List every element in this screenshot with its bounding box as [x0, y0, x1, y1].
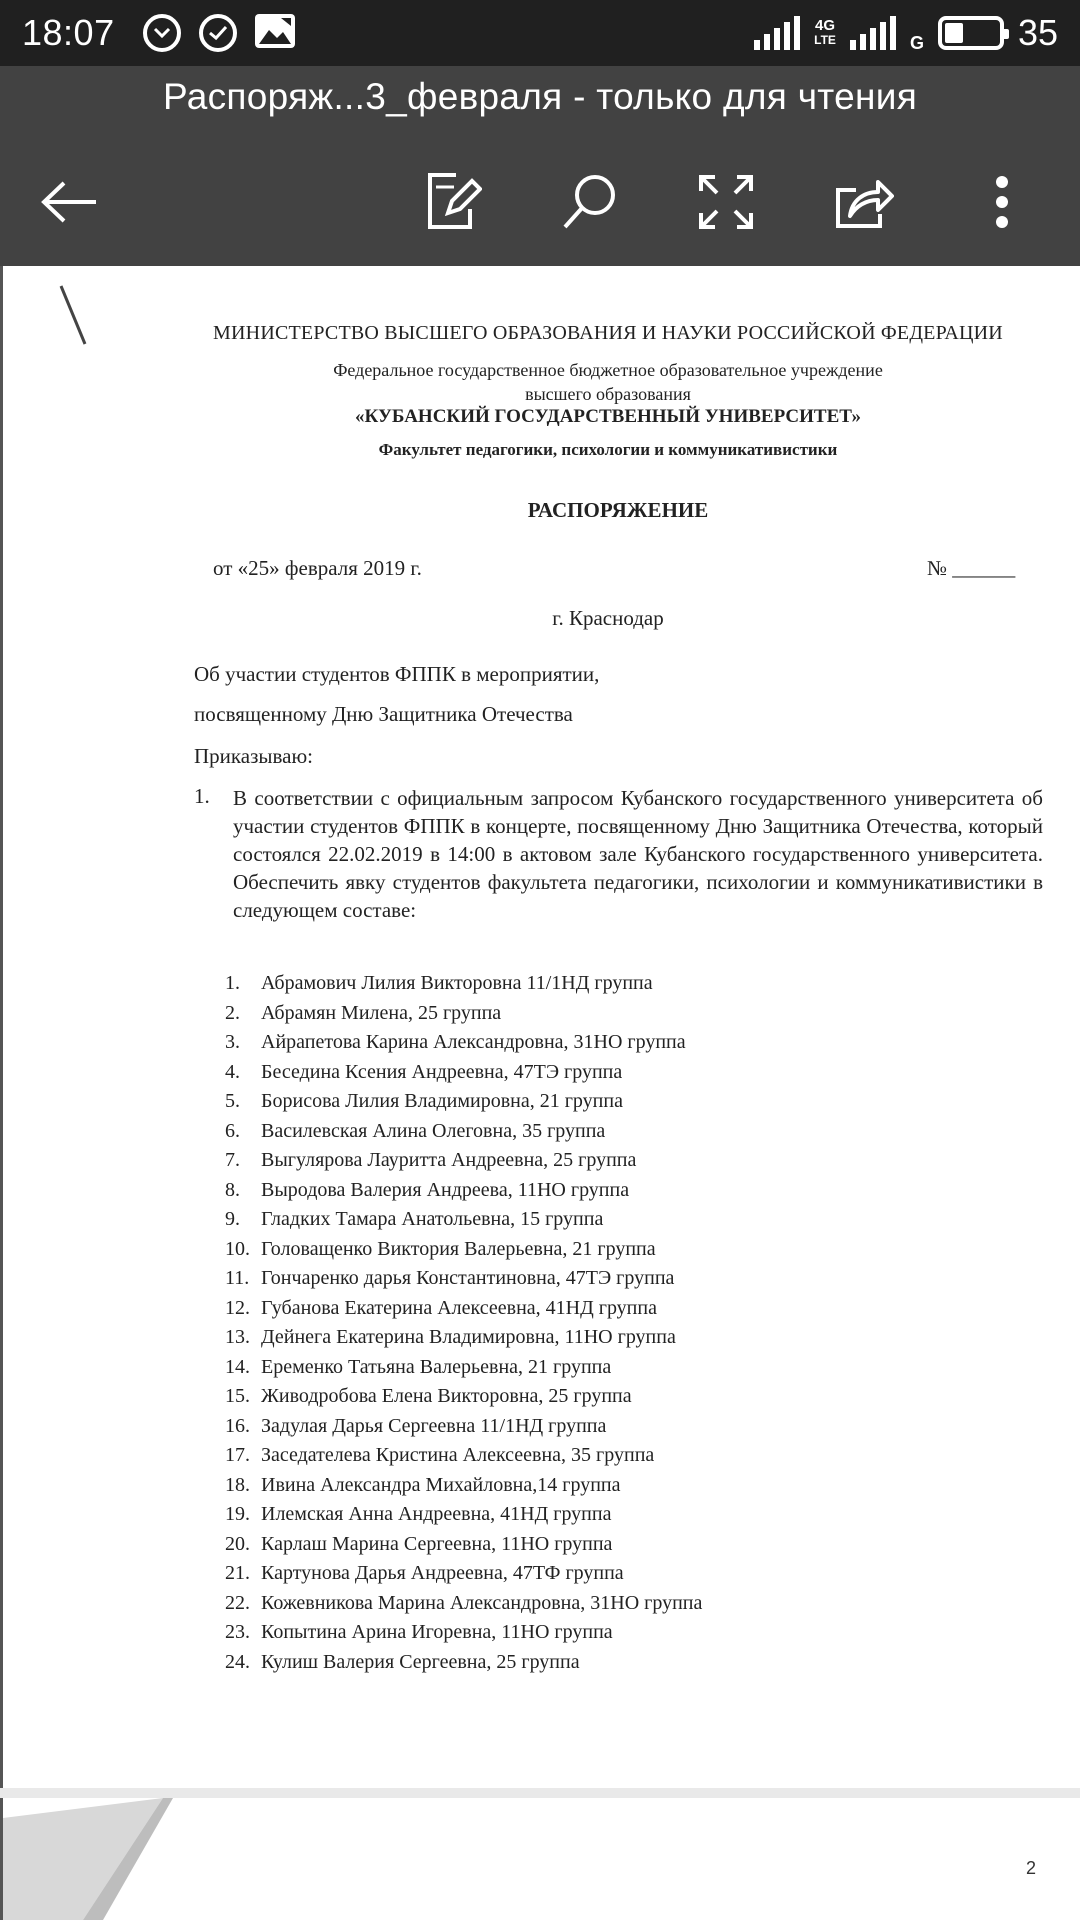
- student-number: 24.: [225, 1650, 250, 1673]
- student-list-item: [225, 1061, 702, 1091]
- subject-line-2: посвященному Дню Защитника Отечества: [194, 702, 573, 726]
- student-number: 2.: [225, 1001, 240, 1024]
- student-number: 20.: [225, 1532, 250, 1555]
- student-list-item: [225, 1090, 702, 1120]
- student-name: Абрамович Лилия Викторовна 11/1НД группа: [261, 972, 653, 994]
- student-name: Гладких Тамара Анатольевна, 15 группа: [261, 1208, 604, 1230]
- student-number: 1.: [225, 972, 240, 994]
- student-number: 9.: [225, 1208, 240, 1230]
- student-list-item: [225, 1031, 702, 1061]
- student-number: 22.: [225, 1591, 250, 1614]
- student-name: Головащенко Виктория Валерьевна, 21 группа: [261, 1237, 656, 1260]
- student-name: Еременко Татьяна Валерьевна, 21 группа: [261, 1355, 612, 1378]
- student-number: 17.: [225, 1444, 250, 1466]
- student-list-item: [225, 1002, 702, 1032]
- document-title: Распоряж...3_февраля - только для чтения: [162, 76, 918, 117]
- subject-line-1: Об участии студентов ФППК в мероприятии,: [194, 662, 600, 686]
- page-fold-icon: [3, 1798, 173, 1920]
- student-name: Гончаренко дарья Константиновна, 47ТЭ группа: [261, 1267, 675, 1289]
- download-circle-icon: [143, 14, 181, 52]
- student-list-item: [225, 1297, 702, 1327]
- check-circle-icon: [199, 14, 237, 52]
- back-button[interactable]: [30, 162, 110, 242]
- student-name: Илемская Анна Андреевна, 41НД группа: [261, 1503, 612, 1525]
- student-name: Губанова Екатерина Алексеевна, 41НД группа: [261, 1296, 657, 1319]
- app-header: [0, 66, 1080, 266]
- student-name: Борисова Лилия Владимировна, 21 группа: [261, 1090, 623, 1112]
- order-number: № ______: [927, 556, 1016, 580]
- student-name: Айрапетова Карина Александровна, 31НО группа: [261, 1031, 686, 1053]
- share-button[interactable]: [824, 162, 904, 242]
- student-number: 6.: [225, 1119, 240, 1142]
- back-arrow-icon: [40, 180, 100, 224]
- student-list-item: [225, 1474, 702, 1504]
- student-number: 16.: [225, 1414, 250, 1437]
- student-number: 4.: [225, 1060, 240, 1083]
- student-name: Заседателева Кристина Алексеевна, 35 группа: [261, 1444, 655, 1466]
- student-list-item: [225, 1238, 702, 1268]
- edit-document-icon: [426, 173, 482, 231]
- student-name: Выгулярова Лауритта Андреевна, 25 группа: [261, 1149, 637, 1171]
- student-name: Задулая Дарья Сергеевна 11/1НД группа: [261, 1414, 607, 1437]
- network-g-label: G: [909, 33, 924, 53]
- student-list-item: [225, 1621, 702, 1651]
- student-list-item: [225, 1503, 702, 1533]
- item-1-number: 1.: [194, 784, 210, 808]
- battery-percent: 35: [1017, 12, 1058, 53]
- student-list-item: [225, 1149, 702, 1179]
- signal-icon: [850, 16, 896, 50]
- document-page-2[interactable]: [0, 1798, 1080, 1920]
- status-bar: [0, 0, 1080, 66]
- battery-icon: [938, 16, 1004, 50]
- student-number: 23.: [225, 1621, 250, 1643]
- university-name: «КУБАНСКИЙ ГОСУДАРСТВЕННЫЙ УНИВЕРСИТЕТ»: [355, 406, 861, 427]
- student-name: Карлаш Марина Сергеевна, 11НО группа: [261, 1532, 613, 1555]
- student-name: Беседина Ксения Андреевна, 47ТЭ группа: [261, 1060, 623, 1083]
- student-number: 21.: [225, 1562, 250, 1584]
- order-city: г. Краснодар: [552, 606, 664, 630]
- search-button[interactable]: [550, 162, 630, 242]
- student-name: Кулиш Валерия Сергеевна, 25 группа: [261, 1650, 580, 1673]
- fullscreen-button[interactable]: [686, 162, 766, 242]
- student-list-item: [225, 1120, 702, 1150]
- order-date: от «25» февраля 2019 г.: [213, 556, 422, 580]
- student-number: 19.: [225, 1503, 250, 1525]
- student-list-item: [225, 1444, 702, 1474]
- student-list-item: [225, 1592, 702, 1622]
- student-number: 13.: [225, 1326, 250, 1348]
- student-number: 5.: [225, 1090, 240, 1112]
- signal-icon: [754, 16, 800, 50]
- more-vert-icon: [994, 175, 1010, 229]
- student-list-item: [225, 1385, 702, 1415]
- fullscreen-icon: [699, 175, 753, 229]
- student-list-item: [225, 1533, 702, 1563]
- student-name: Василевская Алина Олеговна, 35 группа: [261, 1119, 606, 1142]
- item-1-text: В соответствии с официальным запросом Кубанского государственного университета об участии студентов ФППК в концерте, посвященному Дню Защитника Отечества, который состоялся 22.02.2019 в 14:00 в актовом зале Кубанского государственного университета. Обеспечить явку студентов факультета педагогики, психологии и коммуникативистики в следующем составе:: [233, 786, 1043, 922]
- student-name: Кожевникова Марина Александровна, 31НО группа: [261, 1591, 703, 1614]
- page-number: 2: [1025, 1858, 1036, 1878]
- search-icon: [561, 173, 619, 231]
- student-list-item: [225, 972, 702, 1002]
- student-list-item: [225, 1208, 702, 1238]
- student-number: 11.: [225, 1267, 250, 1289]
- student-list-item: [225, 1562, 702, 1592]
- more-options-button[interactable]: [962, 162, 1042, 242]
- student-number: 14.: [225, 1355, 250, 1378]
- higher-education-line: высшего образования: [525, 384, 691, 404]
- ministry-heading: МИНИСТЕРСТВО ВЫСШЕГО ОБРАЗОВАНИЯ И НАУКИ РОССИЙСКОЙ ФЕДЕРАЦИИ: [213, 322, 1003, 344]
- document-page[interactable]: [0, 266, 1080, 1788]
- student-number: 10.: [225, 1237, 250, 1260]
- student-number: 15.: [225, 1385, 250, 1407]
- student-name: Абрамян Милена, 25 группа: [261, 1001, 502, 1024]
- share-icon: [834, 176, 894, 228]
- institution-type: Федеральное государственное бюджетное образовательное учреждение: [333, 360, 883, 380]
- status-time: 18:07: [22, 12, 115, 53]
- student-name: Живодробова Елена Викторовна, 25 группа: [261, 1385, 632, 1407]
- edit-button[interactable]: [414, 162, 494, 242]
- student-list-item: [225, 1267, 702, 1297]
- system-icons: [754, 12, 1058, 54]
- student-list-item: [225, 1179, 702, 1209]
- student-number: 7.: [225, 1149, 240, 1171]
- student-number: 18.: [225, 1473, 250, 1496]
- notification-icons: [143, 14, 295, 53]
- student-name: Выродова Валерия Андреева, 11НО группа: [261, 1178, 630, 1201]
- student-list-item: [225, 1415, 702, 1445]
- student-list: [225, 972, 702, 1680]
- student-name: Копытина Арина Игоревна, 11НО группа: [261, 1621, 613, 1643]
- student-name: Дейнега Екатерина Владимировна, 11НО группа: [261, 1326, 676, 1348]
- gallery-icon: [255, 14, 295, 53]
- student-number: 12.: [225, 1296, 250, 1319]
- student-list-item: [225, 1356, 702, 1386]
- student-number: 8.: [225, 1178, 240, 1201]
- student-name: Ивина Александра Михайловна,14 группа: [261, 1473, 621, 1496]
- order-title: РАСПОРЯЖЕНИЕ: [527, 498, 709, 522]
- network-type: 4G LTE: [814, 17, 836, 47]
- student-name: Картунова Дарья Андреевна, 47ТФ группа: [261, 1562, 624, 1584]
- student-list-item: [225, 1651, 702, 1681]
- faculty-name: Факультет педагогики, психологии и коммуникативистики: [378, 440, 838, 459]
- battery-fill: [945, 23, 963, 43]
- student-list-item: [225, 1326, 702, 1356]
- student-number: 3.: [225, 1031, 240, 1053]
- order-word: Приказываю:: [194, 744, 313, 768]
